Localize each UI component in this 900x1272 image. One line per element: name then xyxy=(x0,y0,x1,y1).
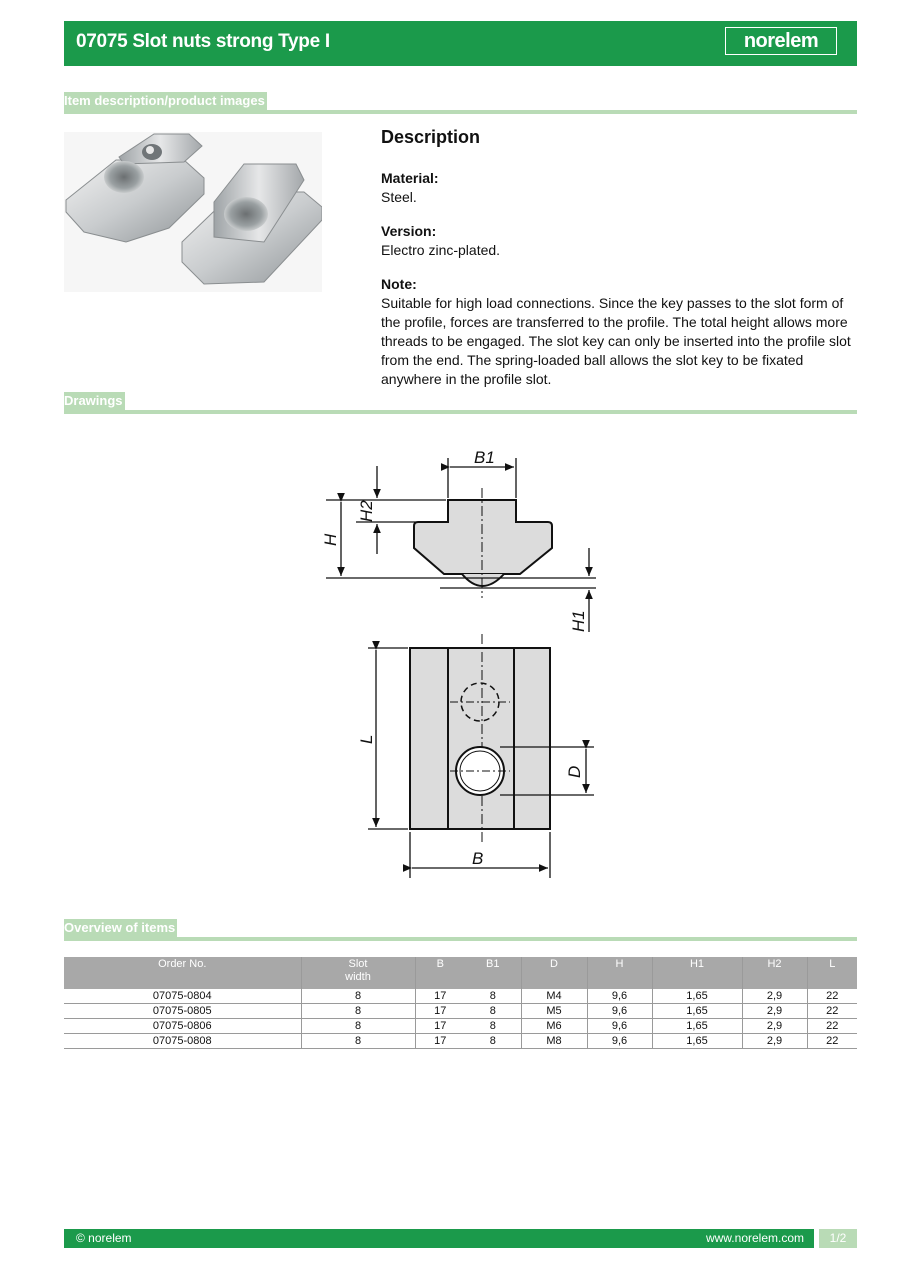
cell-l: 22 xyxy=(807,1019,857,1034)
cell-b: 17 xyxy=(415,989,465,1004)
cell-h2: 2,9 xyxy=(742,1019,807,1034)
cell-l: 22 xyxy=(807,989,857,1004)
cell-d: M4 xyxy=(521,989,587,1004)
cell-b1: 8 xyxy=(465,989,521,1004)
table-header-row xyxy=(64,957,857,989)
description-title: Description xyxy=(381,127,481,147)
cell-b: 17 xyxy=(415,1034,465,1049)
cell-b: 17 xyxy=(415,1019,465,1034)
cell-d: M6 xyxy=(521,1019,587,1034)
cell-l: 22 xyxy=(807,1034,857,1049)
footer-website-link[interactable]: www.norelem.com xyxy=(705,1231,804,1245)
cell-h: 9,6 xyxy=(587,1019,652,1034)
col-header-slot-width xyxy=(301,957,415,989)
cell-h1: 1,65 xyxy=(652,1034,742,1049)
cell-b: 17 xyxy=(415,1004,465,1019)
section-heading-drawings: Drawings xyxy=(64,393,123,408)
section-heading-overview: Overview of items xyxy=(64,920,176,935)
product-image xyxy=(64,132,322,292)
dim-label-h: H xyxy=(321,533,340,546)
header-bar xyxy=(64,21,857,66)
footer-bar xyxy=(64,1229,814,1248)
cell-b1: 8 xyxy=(465,1004,521,1019)
material-value: Steel. xyxy=(381,189,417,205)
table-row[interactable] xyxy=(64,1019,857,1034)
cell-h: 9,6 xyxy=(587,1034,652,1049)
ball-profile xyxy=(462,574,504,586)
page-title: 07075 Slot nuts strong Type I xyxy=(76,31,330,52)
note-value: Suitable for high load connections. Since the key passes to the slot form of the profile, forces are transferred to the profile. The total height allows more threads to be engaged. The slot key can only be inserted into the profile slot from the end. The spring-loaded ball allows the slot key to be fixated anywhere in the profile slot. xyxy=(381,295,851,387)
cell-order-no[interactable]: 07075-0804 xyxy=(64,989,301,1004)
section-divider-images xyxy=(64,110,857,114)
cell-slot-width: 8 xyxy=(301,1004,415,1019)
norelem-logo xyxy=(725,27,837,55)
footer-copyright: © norelem xyxy=(76,1231,132,1245)
cell-slot-width: 8 xyxy=(301,1019,415,1034)
col-header-l: L xyxy=(807,957,857,989)
version-value: Electro zinc-plated. xyxy=(381,242,501,258)
nut-plan xyxy=(410,648,550,829)
cell-h2: 2,9 xyxy=(742,1034,807,1049)
cell-order-no[interactable]: 07075-0806 xyxy=(64,1019,301,1034)
cell-d: M5 xyxy=(521,1004,587,1019)
section-divider-drawings xyxy=(64,410,857,414)
table-row[interactable] xyxy=(64,1034,857,1049)
col-header-b1: B1 xyxy=(465,957,521,989)
col-header-h1: H1 xyxy=(652,957,742,989)
cell-slot-width: 8 xyxy=(301,989,415,1004)
material-label: Material: xyxy=(381,170,439,186)
slot-header-line1: Slot xyxy=(348,958,368,970)
dim-label-b: B xyxy=(472,849,484,868)
col-header-b: B xyxy=(415,957,465,989)
cell-h: 9,6 xyxy=(587,1004,652,1019)
page-number: 1/2 xyxy=(819,1229,857,1248)
dim-label-l: L xyxy=(357,734,376,744)
cell-b1: 8 xyxy=(465,1019,521,1034)
cell-h2: 2,9 xyxy=(742,1004,807,1019)
note-label: Note: xyxy=(381,276,417,292)
cell-d: M8 xyxy=(521,1034,587,1049)
table-row[interactable] xyxy=(64,1004,857,1019)
dim-label-b1: B1 xyxy=(474,448,495,467)
description-block xyxy=(381,128,856,404)
dim-label-d: D xyxy=(565,765,584,778)
slot-header-line2: width xyxy=(345,971,371,983)
version-label: Version: xyxy=(381,223,437,239)
table-row[interactable] xyxy=(64,989,857,1004)
dim-label-h1: H1 xyxy=(569,610,588,632)
col-header-d: D xyxy=(521,957,587,989)
cell-h1: 1,65 xyxy=(652,1019,742,1034)
cell-h1: 1,65 xyxy=(652,1004,742,1019)
cell-slot-width: 8 xyxy=(301,1034,415,1049)
cell-order-no[interactable]: 07075-0805 xyxy=(64,1004,301,1019)
col-header-h2: H2 xyxy=(742,957,807,989)
dim-label-h2: H2 xyxy=(357,500,376,522)
cell-h1: 1,65 xyxy=(652,989,742,1004)
items-table xyxy=(64,957,857,1049)
cell-h: 9,6 xyxy=(587,989,652,1004)
cell-b1: 8 xyxy=(465,1034,521,1049)
col-header-h: H xyxy=(587,957,652,989)
nut-profile xyxy=(414,500,552,574)
technical-drawing xyxy=(300,440,620,890)
cell-h2: 2,9 xyxy=(742,989,807,1004)
logo-text: norelem xyxy=(743,29,819,52)
section-divider-overview xyxy=(64,937,857,941)
section-heading-images: Item description/product images xyxy=(64,93,265,108)
cell-l: 22 xyxy=(807,1004,857,1019)
cell-order-no[interactable]: 07075-0808 xyxy=(64,1034,301,1049)
col-header-order-no: Order No. xyxy=(64,957,301,989)
